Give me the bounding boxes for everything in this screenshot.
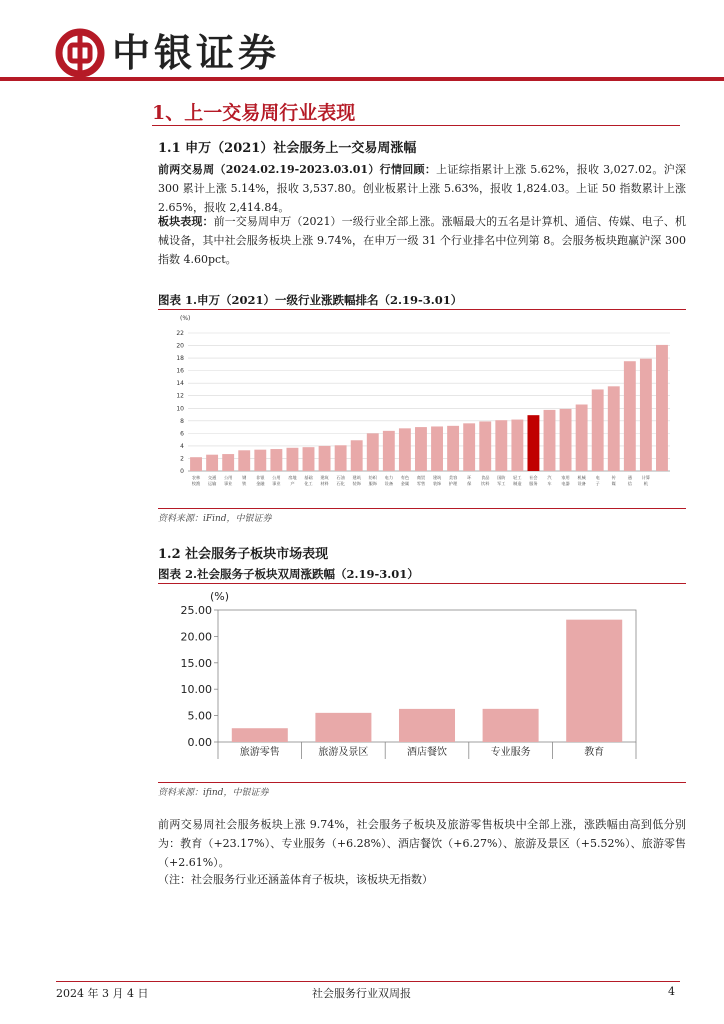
chart1-x-tick-label: 电子 [595,475,600,486]
chart2-bar [315,713,371,742]
chart1-x-tick-label: 交通运输 [207,475,217,486]
chart2-x-tick-label: 旅游零售 [239,747,280,758]
chart1-bar [640,359,652,471]
sector-performance-paragraph [158,212,686,269]
brand-name: 中银证券 [112,30,281,75]
chart1-x-tick-label: 社会服务 [529,475,538,486]
chart2-y-tick-label: 25.00 [180,604,212,617]
bank-of-china-logo-icon [55,28,105,78]
market-review-paragraph [158,160,686,217]
chart1-x-tick-label: 基础化工 [304,475,313,486]
chart1-x-tick-label: 农林牧渔 [191,475,201,486]
page-number: 4 [668,985,675,998]
chart1-x-tick-label: 美容护理 [448,475,458,486]
chart2-y-tick-label: 0.00 [187,736,212,749]
chart2-bar [483,709,539,742]
chart1-x-tick-label: 钢铁 [242,475,247,486]
figure2-title: 图表 2.社会服务子板块双周涨跌幅（2.19-3.01） [158,567,419,581]
chart1-bar [222,454,234,471]
chart1-x-tick-label: 石油石化 [336,475,345,486]
chart2-y-tick-label: 5.00 [187,709,212,723]
chart1-x-tick-label: 非银金融 [256,475,265,486]
chart1-x-tick-label: 纺织服饰 [368,475,377,486]
chart1-x-tick-label: 家用电器 [561,475,570,486]
chart1-y-tick-label: 8 [180,417,184,425]
chart1-y-tick-label: 18 [176,355,184,363]
footer-report-name: 社会服务行业双周报 [312,987,411,1000]
chart1-y-tick-label: 4 [180,442,184,450]
figure2-rule [158,583,686,584]
subsection-title-2: 1.2 社会服务子板块市场表现 [158,547,329,562]
chart1-bar [238,450,250,471]
sub-sector-paragraph: 前两交易周社会服务板块上涨 9.74%，社会服务子板块及旅游零售板块中全部上涨，涨跌幅由高到低分别为：教育（+23.17%）、专业服务（+6.28%）、酒店餐饮（+6.27%）、旅游及景区（+5.52%）、旅游零售（+2.61%）。 [158,818,686,869]
chart2-x-tick-label: 专业服务 [490,747,531,758]
chart1-bar [463,423,475,471]
chart2-y-unit: (%) [210,590,230,603]
chart2-bar [232,728,288,742]
industry-ranking-chart [158,311,686,505]
chart2-x-tick-label: 旅游及景区 [318,747,369,758]
chart1-bar [624,361,636,471]
chart1-bar [399,428,411,471]
chart1-bar [190,457,202,471]
figure1-title: 图表 1.申万（2021）一级行业涨跌幅排名（2.19-3.01） [158,293,463,307]
chart1-y-tick-label: 22 [176,330,184,337]
header-rule [0,77,724,81]
chart1-bar [270,449,282,471]
chart1-x-tick-label: 计算机 [641,475,651,486]
sub-sector-chart [158,585,686,775]
chart1-x-tick-label: 房地产 [288,475,297,486]
chart1-bar [206,455,218,471]
chart2-bar [399,709,455,742]
chart1-x-tick-label: 电力设备 [384,475,394,486]
chart1-y-tick-label: 12 [176,392,184,400]
chart1-bar [286,448,298,471]
chart2-y-tick-label: 10.00 [180,683,212,697]
subsection-title-1: 1.1 申万（2021）社会服务上一交易周涨幅 [158,141,417,156]
chart1-x-tick-label: 环保 [467,475,472,486]
footer-rule [56,981,680,982]
chart1-x-tick-label: 公用事业 [272,475,281,486]
chart1-bar [544,410,556,471]
chart1-x-tick-label: 食品饮料 [481,475,490,486]
chart1-x-tick-label: 公用事业 [223,475,233,486]
chart2-y-tick-label: 15.00 [180,656,212,670]
chart1-y-tick-label: 6 [180,430,184,438]
chart1-bar [254,450,266,471]
market-review-lead: 前两交易周（2024.02.19-2023.03.01）行情回顾： [158,163,437,176]
chart1-y-tick-label: 20 [176,342,184,350]
chart1-x-tick-label: 传媒 [611,475,616,486]
chart2-x-tick-label: 教育 [584,747,605,758]
figure1-rule [158,309,686,310]
chart1-bar [656,345,668,471]
market-review-body: 上证综指累计上涨 5.62%，报收 3,027.02。沪深 300 累计上涨 5.14%，报收 3,537.80。创业板累计上涨 5.63%，报收 1,824.03。上证 50 指数累计上涨 2.65%，报收 2,414.84。 [158,163,686,214]
footer-date: 2024 年 3 月 4 日 [56,987,149,1000]
chart2-bar [566,620,622,742]
chart1-x-tick-label: 有色金属 [400,475,410,486]
chart1-bar [479,421,491,471]
chart1-bar [527,415,539,471]
chart1-bar [560,409,572,471]
chart1-bar [303,447,315,471]
chart1-y-unit: (%) [180,315,191,322]
chart1-y-tick-label: 16 [176,367,184,375]
figure2-source: 资料来源：ifind，中银证券 [158,788,269,798]
note-paragraph: （注：社会服务行业还涵盖体育子板块，该板块无指数） [158,873,433,886]
chart1-x-tick-label: 机械设备 [577,475,586,486]
chart1-bar [431,426,443,471]
chart1-x-tick-label: 建筑材料 [320,475,329,486]
chart1-x-tick-label: 建筑装饰 [432,475,442,486]
chart2-x-tick-label: 酒店餐饮 [407,747,447,758]
chart1-bar [495,420,507,471]
figure2-source-rule [158,782,686,783]
chart1-x-tick-label: 建筑装饰 [352,475,361,486]
chart1-y-tick-label: 10 [176,405,184,413]
chart1-bar [351,440,363,471]
sector-performance-lead: 板块表现： [158,215,214,228]
chart1-y-tick-label: 0 [180,468,184,475]
chart1-x-tick-label: 国防军工 [497,475,506,486]
figure1-source: 资料来源：iFind，中银证券 [158,514,272,524]
chart1-bar [576,405,588,471]
chart2-y-tick-label: 20.00 [180,630,212,644]
chart1-x-tick-label: 商贸零售 [416,475,426,486]
sector-performance-body: 前一交易周申万（2021）一级行业全部上涨。涨幅最大的五名是计算机、通信、传媒、电子、机械设备，其中社会服务板块上涨 9.74%，在申万一级 31 个行业排名中位列第 8。会服务板块跑赢沪深 300 指数 4.60pct。 [158,215,686,266]
chart1-bar [367,433,379,471]
chart1-y-tick-label: 14 [176,380,184,388]
chart1-bar [383,431,395,471]
chart1-bar [335,445,347,471]
chart1-bar [319,446,331,471]
chart1-x-tick-label: 通信 [627,475,632,486]
chart1-y-tick-label: 2 [180,455,184,463]
figure1-source-rule [158,508,686,509]
section-rule [152,125,680,126]
chart1-bar [447,426,459,471]
chart1-x-tick-label: 轻工制造 [513,475,522,486]
chart1-x-tick-label: 汽车 [547,475,552,486]
section-title: 1、上一交易周行业表现 [152,102,356,124]
chart1-bar [415,427,427,471]
chart1-bar [511,420,523,471]
chart1-bar [592,389,604,471]
chart1-bar [608,386,620,471]
